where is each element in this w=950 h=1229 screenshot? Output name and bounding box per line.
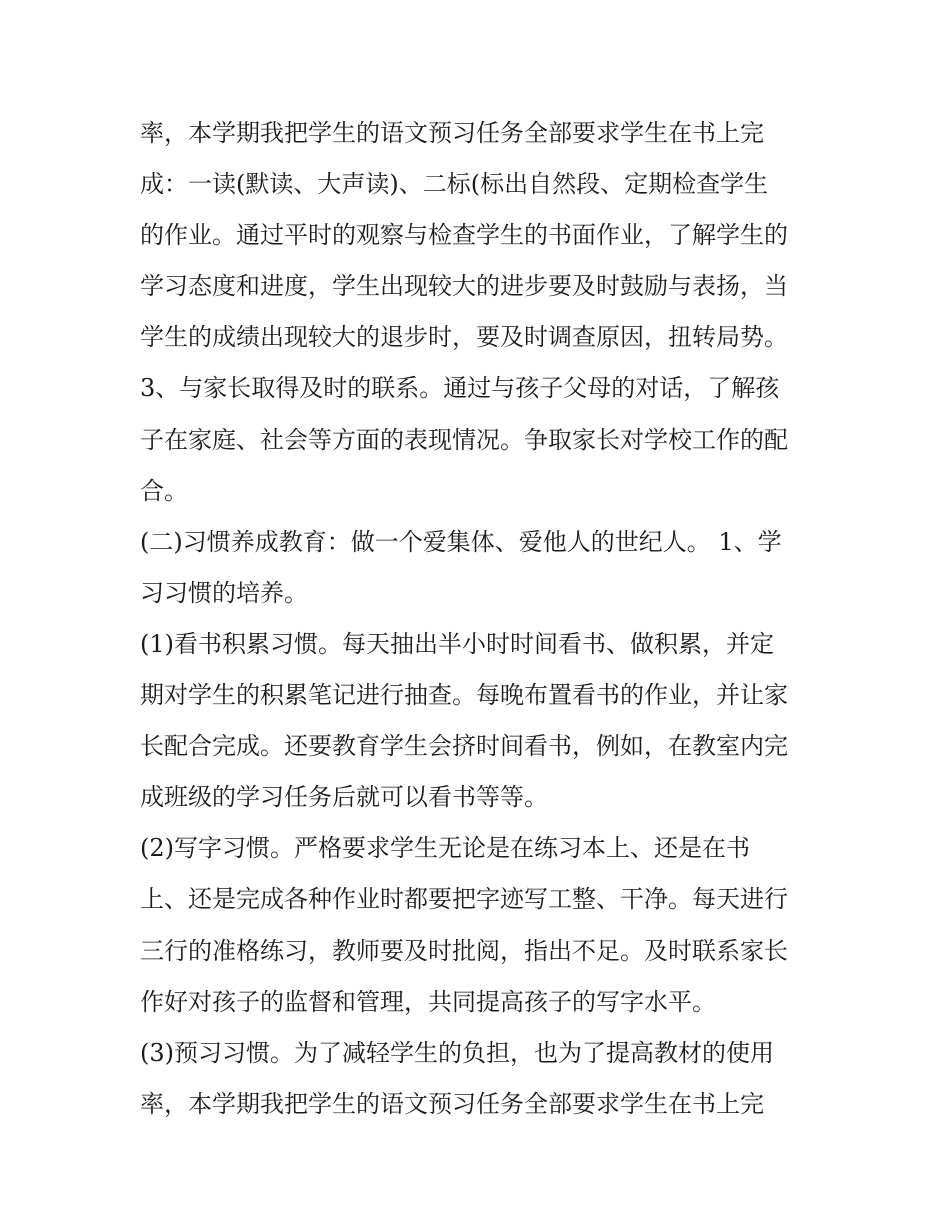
body-text (140, 108, 830, 1130)
text-line-8: 合。 (140, 476, 188, 505)
text-line-13: 长配合完成。还要教育学生会挤时间看书，例如，在教室内完 (140, 732, 788, 761)
text-line-17: 三行的准格练习，教师要及时批阅，指出不足。及时联系家长 (140, 936, 788, 965)
text-line-5: 学生的成绩出现较大的退步时，要及时调查原因，扭转局势。 (140, 323, 788, 352)
text-line-11: (1)看书积累习惯。每天抽出半小时时间看书、做积累，并定 (140, 629, 774, 658)
text-line-1: 率，本学期我把学生的语文预习任务全部要求学生在书上完 (140, 119, 764, 147)
text-line-4: 学习态度和进度，学生出现较大的进步要及时鼓励与表扬，当 (140, 272, 788, 301)
text-line-3: 的作业。通过平时的观察与检查学生的书面作业，了解学生的 (140, 221, 788, 250)
text-line-14: 成班级的学习任务后就可以看书等等。 (140, 783, 548, 812)
text-line-9: (二)习惯养成教育：做一个爱集体、爱他人的世纪人。 1、学 (140, 527, 782, 556)
text-line-6: 3、与家长取得及时的联系。通过与孩子父母的对话，了解孩 (140, 374, 780, 403)
text-line-19: (3)预习习惯。为了减轻学生的负担，也为了提高教材的使用 (140, 1038, 774, 1067)
text-line-15: (2)写字习惯。严格要求学生无论是在练习本上、还是在书 (140, 834, 750, 863)
text-line-12: 期对学生的积累笔记进行抽查。每晚布置看书的作业，并让家 (140, 681, 788, 710)
text-line-16: 上、还是完成各种作业时都要把字迹写工整、干净。每天进行 (140, 885, 788, 914)
text-line-10: 习习惯的培养。 (140, 578, 308, 607)
text-line-18: 作好对孩子的监督和管理，共同提高孩子的写字水平。 (140, 987, 716, 1016)
text-line-20: 率，本学期我把学生的语文预习任务全部要求学生在书上完 (140, 1089, 764, 1118)
text-line-2: 成：一读(默读、大声读)、二标(标出自然段、定期检查学生 (140, 170, 769, 199)
text-line-7: 子在家庭、社会等方面的表现情况。争取家长对学校工作的配 (140, 425, 788, 454)
